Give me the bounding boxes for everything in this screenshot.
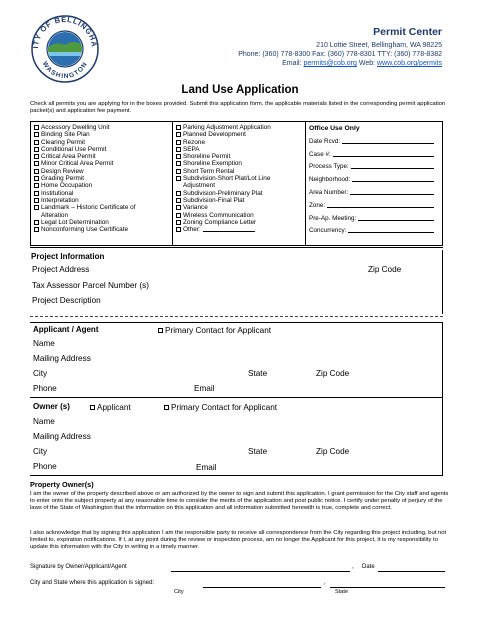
permit-column-2: [173, 122, 306, 245]
permit-option-conditional-use-permit[interactable]: [31, 146, 172, 153]
permit-option-binding-site-plan[interactable]: [31, 131, 172, 138]
permit-checkbox[interactable]: [34, 154, 39, 159]
state-line[interactable]: [330, 587, 445, 588]
divider: [30, 397, 443, 398]
divider: [30, 475, 443, 476]
permit-option-nonconforming-use-certificate[interactable]: [31, 226, 172, 233]
owner-primary-contact-label: Primary Contact for Applicant: [171, 403, 278, 412]
permit-checkbox[interactable]: [176, 205, 181, 210]
owner-heading: Owner (s): [33, 402, 70, 411]
permit-option-shoreline-exemption[interactable]: [173, 160, 305, 167]
permit-option-planned-development[interactable]: [173, 131, 305, 138]
office-field-label: Case #:: [309, 150, 331, 158]
permit-label: Rezone: [183, 138, 206, 146]
city-state-comma: ,: [324, 580, 326, 586]
permit-label: Minor Critical Area Permit: [41, 160, 114, 168]
permit-option-continuation: [173, 182, 305, 189]
permit-option-design-review[interactable]: [31, 168, 172, 175]
owner-applicant-label: Applicant: [97, 403, 131, 412]
permit-checkbox[interactable]: [34, 140, 39, 145]
divider: [30, 247, 443, 248]
divider: [442, 397, 443, 475]
permit-checkbox[interactable]: [34, 205, 39, 210]
office-field-label: Process Type:: [309, 163, 349, 171]
permit-option-other[interactable]: [173, 226, 305, 233]
permit-label: Design Review: [41, 167, 84, 175]
permit-checkbox[interactable]: [176, 227, 181, 232]
permit-label: Home Occupation: [41, 182, 93, 190]
permit-checkbox[interactable]: [34, 191, 39, 196]
signature-label: Signature by Owner/Applicant/Agent: [30, 564, 127, 570]
office-field-pre-ap-meeting: [306, 209, 442, 222]
applicant-zip-label: Zip Code: [316, 369, 350, 378]
permit-checkbox[interactable]: [176, 125, 181, 130]
permit-option-minor-critical-area-permit[interactable]: [31, 160, 172, 167]
project-address-label: Project Address: [32, 265, 90, 274]
permit-option-clearing-permit[interactable]: [31, 139, 172, 146]
permit-option-interpretation[interactable]: [31, 197, 172, 204]
office-field-label: Neighborhood:: [309, 176, 351, 184]
permit-label: Institutional: [41, 189, 74, 197]
applicant-name-label: Name: [33, 339, 55, 348]
permit-label: Clearing Permit: [41, 138, 86, 146]
permit-checkbox[interactable]: [34, 132, 39, 137]
date-line[interactable]: [378, 571, 445, 572]
permit-column-1: [31, 122, 173, 245]
office-field-line[interactable]: [348, 232, 434, 233]
applicant-city-label: City: [33, 369, 48, 378]
permit-checkbox[interactable]: [34, 161, 39, 166]
permit-option-shoreline-permit[interactable]: [173, 153, 305, 160]
office-field-area-number: [306, 183, 442, 196]
permit-checkbox[interactable]: [176, 191, 181, 196]
office-use-panel: [306, 122, 442, 245]
permit-label: Wireless Communication: [183, 211, 254, 219]
permit-option-institutional[interactable]: [31, 190, 172, 197]
office-field-case: [306, 145, 442, 158]
permit-checkbox[interactable]: [34, 147, 39, 152]
date-label: Date: [362, 564, 375, 570]
owner-primary-contact[interactable]: [164, 403, 277, 412]
office-field-label: Pre-Ap. Meeting:: [309, 214, 357, 222]
permit-label: Critical Area Permit: [41, 153, 96, 161]
permit-label: Parking Adjustment Application: [183, 124, 271, 131]
permit-option-legal-lot-determination[interactable]: [31, 219, 172, 226]
permit-label: Accessory Dwelling Unit: [41, 124, 110, 131]
office-field-label: Area Number:: [309, 188, 349, 196]
signature-line[interactable]: [171, 571, 350, 572]
parcel-number-label: Tax Assessor Parcel Number (s): [32, 281, 149, 290]
logo-bottom-text: WASHINGTON: [40, 60, 90, 81]
applicant-email-label: Email: [194, 384, 215, 393]
permit-label: Nonconforming Use Certificate: [41, 226, 129, 234]
permit-label: Subdivision-Short Plat/Lot Line: [183, 175, 271, 183]
permit-checkbox[interactable]: [176, 161, 181, 166]
office-field-line[interactable]: [352, 181, 434, 182]
city-logo: [30, 14, 100, 84]
project-description-label: Project Description: [32, 296, 101, 305]
permit-label: Adjustment: [183, 182, 215, 190]
permit-option-subdivision-final-plat[interactable]: [173, 197, 305, 204]
permit-checkbox[interactable]: [34, 183, 39, 188]
permit-label: Binding Site Plan: [41, 131, 90, 139]
office-phones: Phone: (360) 778-8300 Fax: (360) 778-8301 TTY: (360) 778-8382: [238, 51, 442, 58]
permit-option-landmark-historic-certificate-of[interactable]: [31, 204, 172, 211]
logo-top-text: ITY OF BELLINGHA: [30, 14, 100, 49]
project-zip-label: Zip Code: [368, 265, 402, 274]
owner-zip-label: Zip Code: [316, 447, 350, 456]
permit-option-subdivision-short-plat-lot-line[interactable]: [173, 175, 305, 182]
web-label: Web:: [358, 60, 376, 67]
city-state-label: City and State where this application is signed:: [30, 580, 155, 586]
divider: [30, 316, 443, 317]
permit-label: Conditional Use Permit: [41, 145, 107, 153]
email-link[interactable]: permits@cob.org: [303, 60, 357, 67]
office-field-process-type: [306, 158, 442, 171]
city-line[interactable]: [203, 587, 321, 588]
permit-label: Other:: [183, 226, 201, 234]
permit-label: SEPA: [183, 145, 200, 153]
page-title: Land Use Application: [181, 84, 299, 96]
permit-checkbox[interactable]: [176, 132, 181, 137]
permit-checkbox[interactable]: [176, 213, 181, 218]
applicant-state-label: State: [248, 369, 268, 378]
permit-label: Planned Development: [183, 131, 246, 139]
office-name: Permit Center: [373, 26, 442, 38]
permit-label: Legal Lot Determination: [41, 218, 109, 226]
intro-text: Check all permits you are applying for in the boxes provided. Submit this application form, the applicable materials listed in the corresponding permit application packet(s) and application fee payment.: [30, 101, 446, 114]
permit-label: Interpretation: [41, 196, 79, 204]
permit-option-accessory-dwelling-unit[interactable]: [31, 122, 172, 131]
permit-option-subdivision-preliminary-plat[interactable]: [173, 190, 305, 197]
permit-label: Subdivision-Final Plat: [183, 196, 245, 204]
office-field-zone: [306, 196, 442, 209]
permit-option-zoning-compliance-letter[interactable]: [173, 219, 305, 226]
owner-name-label: Name: [33, 417, 55, 426]
permit-checkbox[interactable]: [34, 198, 39, 203]
owner-state-label: State: [248, 447, 268, 456]
divider: [30, 322, 443, 323]
permit-checkbox[interactable]: [34, 227, 39, 232]
acknowledgement-paragraph: I also acknowledge that by signing this application I am the responsible party to receive all correspondence from the City regarding this project including, but not limited to, expiration notifications. If I, at any point during the review or inspection process, am no longer the Applicant for this project, it is my responsibility to update this information with the City in writing in a timely manner.: [30, 530, 447, 550]
permit-label: Zoning Compliance Letter: [183, 218, 257, 226]
office-field-date-rcvd: [306, 132, 442, 145]
office-contact-line: [282, 60, 442, 67]
other-permit-line[interactable]: [203, 226, 255, 232]
applicant-heading: Applicant / Agent: [33, 325, 99, 334]
applicant-phone-label: Phone: [33, 384, 57, 393]
owner-phone-label: Phone: [33, 462, 57, 471]
permit-option-continuation: [31, 212, 172, 219]
owner-mailing-label: Mailing Address: [33, 432, 91, 441]
permit-label: Variance: [183, 204, 208, 212]
city-sublabel: City: [174, 589, 184, 595]
permit-label: Landmark – Historic Certificate of: [41, 204, 136, 212]
applicant-mailing-label: Mailing Address: [33, 354, 91, 363]
permit-selection-box: [30, 121, 443, 246]
permit-option-critical-area-permit[interactable]: [31, 153, 172, 160]
office-field-label: Zone:: [309, 201, 326, 209]
owner-primary-contact-checkbox[interactable]: [164, 405, 169, 410]
permit-checkbox[interactable]: [34, 125, 39, 130]
owner-email-label: Email: [196, 463, 217, 472]
owner-applicant-checkbox[interactable]: [90, 405, 95, 410]
email-label: Email:: [282, 60, 302, 67]
permit-checkbox[interactable]: [176, 169, 181, 174]
permit-option-variance[interactable]: [173, 204, 305, 211]
owner-applicant-option[interactable]: [90, 403, 131, 412]
permit-checkbox[interactable]: [176, 176, 181, 181]
permit-label: Short Term Rental: [183, 167, 235, 175]
permit-label: Shoreline Permit: [183, 153, 231, 161]
permit-checkbox[interactable]: [34, 220, 39, 225]
permit-option-home-occupation[interactable]: [31, 182, 172, 189]
permit-checkbox[interactable]: [176, 140, 181, 145]
primary-contact-label: Primary Contact for Applicant: [165, 326, 272, 335]
office-use-title: Office Use Only: [309, 125, 360, 132]
office-field-line[interactable]: [351, 168, 434, 169]
permit-label: Subdivision-Preliminary Plat: [183, 189, 263, 197]
divider: [442, 250, 443, 314]
permit-option-rezone[interactable]: [173, 139, 305, 146]
office-field-line[interactable]: [333, 156, 434, 157]
office-field-line[interactable]: [342, 143, 434, 144]
office-field-neighborhood: [306, 170, 442, 183]
permit-option-sepa[interactable]: [173, 146, 305, 153]
permit-checkbox[interactable]: [176, 220, 181, 225]
state-sublabel: State: [335, 589, 349, 595]
permit-checkbox[interactable]: [34, 169, 39, 174]
permit-checkbox[interactable]: [176, 154, 181, 159]
office-field-label: Date Rcvd:: [309, 137, 341, 145]
web-link[interactable]: www.cob.org/permits: [377, 60, 442, 67]
office-field-line[interactable]: [350, 194, 434, 195]
permit-checkbox[interactable]: [176, 147, 181, 152]
permit-label: Shoreline Exemption: [183, 160, 242, 168]
project-heading: Project Information: [31, 252, 105, 261]
permit-option-grading-permit[interactable]: [31, 175, 172, 182]
permit-option-wireless-communication[interactable]: [173, 212, 305, 219]
office-field-label: Concurrency:: [309, 227, 347, 235]
signature-comma: ,: [352, 564, 354, 570]
certification-paragraph: I am the owner of the property described above or am authorized by the owner to sign and submit this application. I grant permission for the City staff and agents to enter onto the subject property at any reasonable time to consider the merits of the application and post public notice. I certify under penalty of perjury of the laws of the State of Washington that the information on this application and all information submitted herewith is true, complete and correct.: [30, 491, 449, 511]
applicant-primary-contact[interactable]: [158, 326, 271, 335]
permit-label: Grading Permit: [41, 175, 84, 183]
permit-label: Alteration: [41, 211, 68, 219]
office-field-line[interactable]: [358, 220, 434, 221]
office-field-concurrency: [306, 222, 442, 235]
primary-contact-checkbox[interactable]: [158, 328, 163, 333]
property-owner-heading: Property Owner(s): [30, 480, 94, 489]
permit-checkbox[interactable]: [34, 176, 39, 181]
office-address: 210 Lottie Street, Bellingham, WA 98225: [316, 42, 442, 49]
divider: [442, 322, 443, 397]
permit-option-short-term-rental[interactable]: [173, 168, 305, 175]
permit-checkbox[interactable]: [176, 198, 181, 203]
permit-option-parking-adjustment-application[interactable]: [173, 122, 305, 131]
owner-city-label: City: [33, 447, 48, 456]
office-field-line[interactable]: [327, 207, 434, 208]
